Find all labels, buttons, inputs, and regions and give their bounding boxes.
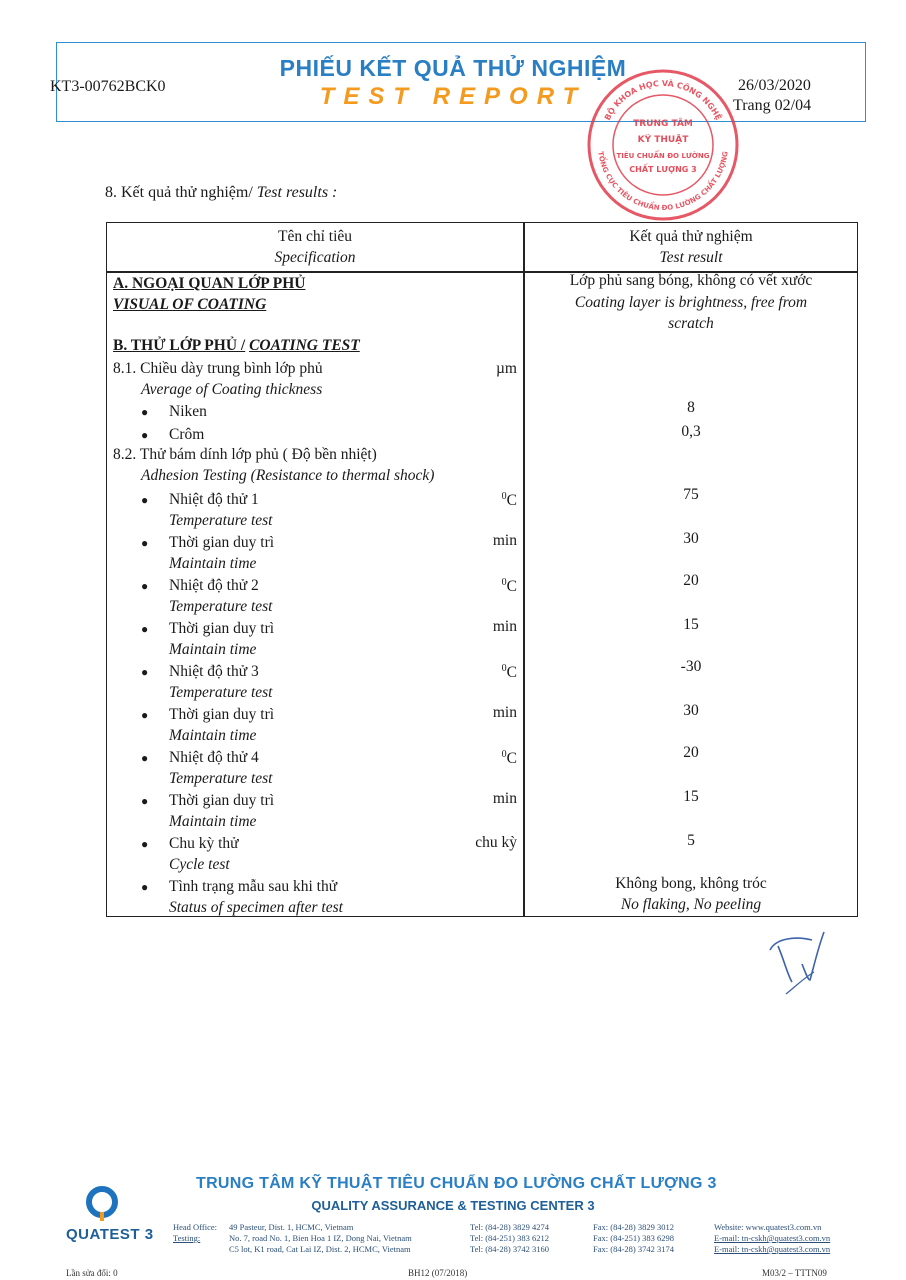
time1-value: 30 — [683, 530, 699, 547]
crom-label: Crôm — [169, 426, 205, 443]
section-b-title-en: COATING TEST — [249, 337, 360, 354]
address-lines: 49 Pasteur, Dist. 1, HCMC, Vietnam No. 7, road No. 1, Bien Hoa 1 IZ, Dong Nai, Vietnam C5 lot, K1 road, Cat Lai IZ, Dist. 2, HCMC, Vietnam — [229, 1222, 412, 1254]
temp1-label: Nhiệt độ thử 1 — [169, 491, 259, 508]
temp2-unit: $^0$C — [501, 577, 517, 596]
col2-header-en: Test result — [659, 249, 723, 266]
bullet-icon: ● — [141, 708, 149, 722]
temp1-value: 75 — [683, 486, 699, 503]
temp2-value: 20 — [683, 572, 699, 589]
form-code: BH12 (07/2018) — [408, 1268, 468, 1278]
temp3-value: -30 — [680, 658, 702, 675]
bullet-icon: ● — [141, 665, 149, 679]
time2-label-en: Maintain time — [169, 641, 257, 658]
web-email-lines: Website: www.quatest3.com.vn E-mail: tn-cskh@quatest3.com.vn E-mail: tn-cskh@quatest3.com.vn — [714, 1222, 831, 1254]
temp4-value: 20 — [683, 744, 699, 761]
time1-unit: min — [492, 532, 517, 549]
document-code: KT3-00762BCK0 — [50, 78, 166, 95]
title-vietnamese: PHIẾU KẾT QUẢ THỬ NGHIỆM — [279, 55, 627, 81]
time4-label: Thời gian duy trì — [169, 792, 275, 809]
temp3-unit: $^0$C — [501, 663, 517, 682]
temp2-label-en: Temperature test — [169, 598, 273, 615]
revision-note: Lần sửa đổi: 0 — [66, 1268, 118, 1278]
temp1-unit: $^0$C — [501, 491, 517, 510]
temp4-label: Nhiệt độ thử 4 — [169, 749, 259, 766]
time3-label-en: Maintain time — [169, 727, 257, 744]
status-value-vi: Không bong, không tróc — [615, 875, 767, 892]
section-b-title — [113, 336, 360, 356]
address-labels: Head Office: Testing: — [173, 1222, 217, 1243]
section-a-title-vi: A. NGOẠI QUAN LỚP PHỦ — [113, 275, 306, 292]
bullet-icon: ● — [141, 536, 149, 550]
section-a-title-en: VISUAL OF COATING — [113, 296, 267, 313]
row-8-2-vi: 8.2. Thử bám dính lớp phủ ( Độ bền nhiệt) — [113, 446, 377, 463]
temp4-label-en: Temperature test — [169, 770, 273, 787]
time4-label-en: Maintain time — [169, 813, 257, 830]
bullet-icon: ● — [141, 622, 149, 636]
time4-unit: min — [492, 790, 517, 807]
section-a-result-en-1: Coating layer is brightness, free from — [574, 294, 808, 311]
cycle-unit: chu kỳ — [475, 834, 517, 851]
stamp-ring-bottom: TỔNG CỤC TIÊU CHUẨN ĐO LƯỜNG CHẤT LƯỢNG — [596, 150, 730, 213]
bullet-icon: ● — [141, 428, 149, 442]
niken-label: Niken — [169, 403, 207, 420]
stamp-line-3: TIÊU CHUẨN ĐO LƯỜNG — [616, 152, 710, 160]
title-english: TEST REPORT — [319, 83, 587, 110]
temp1-label-en: Temperature test — [169, 512, 273, 529]
time4-value: 15 — [683, 788, 699, 805]
bullet-icon: ● — [141, 751, 149, 765]
row-8-2-en: Adhesion Testing (Resistance to thermal shock) — [141, 467, 435, 484]
section-a-result-en-2: scratch — [668, 315, 714, 332]
status-value-en: No flaking, No peeling — [620, 896, 762, 913]
section-a-result-vi: Lớp phủ sang bóng, không có vết xước — [569, 272, 813, 289]
official-stamp — [584, 66, 742, 224]
crom-value: 0,3 — [681, 423, 701, 440]
time3-value: 30 — [683, 702, 699, 719]
bullet-icon: ● — [141, 493, 149, 507]
temp3-label-en: Temperature test — [169, 684, 273, 701]
section-heading-en: Test results : — [256, 184, 338, 201]
time3-label: Thời gian duy trì — [169, 706, 275, 723]
bullet-icon: ● — [141, 405, 149, 419]
center-name-en: QUALITY ASSURANCE & TESTING CENTER 3 — [311, 1198, 595, 1213]
time3-unit: min — [492, 704, 517, 721]
bullet-icon: ● — [141, 880, 149, 894]
stamp-line-4: CHẤT LƯỢNG 3 — [629, 165, 697, 174]
status-label: Tình trạng mẫu sau khi thử — [169, 878, 338, 895]
bullet-icon: ● — [141, 579, 149, 593]
temp4-unit: $^0$C — [501, 749, 517, 768]
handwritten-initials — [762, 920, 842, 1000]
section-b-title-vi: B. THỬ LỚP PHỦ / — [113, 337, 246, 354]
cycle-value: 5 — [687, 832, 695, 849]
quatest-logo-text: QUATEST 3 — [66, 1226, 154, 1243]
col1-header-en: Specification — [274, 249, 356, 266]
time1-label: Thời gian duy trì — [169, 534, 275, 551]
col2-header-vi: Kết quả thử nghiệm — [629, 228, 753, 245]
section-heading — [105, 184, 337, 202]
cycle-label: Chu kỳ thử — [169, 835, 239, 852]
stamp-ring-top: BỘ KHOA HỌC VÀ CÔNG NGHỆ — [602, 78, 724, 122]
form-reference: M03/2 – TTTN09 — [762, 1268, 827, 1278]
niken-value: 8 — [687, 399, 695, 416]
time2-label: Thời gian duy trì — [169, 620, 275, 637]
cycle-label-en: Cycle test — [169, 856, 230, 873]
row-8-1-vi: 8.1. Chiều dày trung bình lớp phủ — [113, 360, 323, 377]
page-number: Trang 02/04 — [733, 97, 812, 114]
temp2-label: Nhiệt độ thử 2 — [169, 577, 259, 594]
bullet-icon: ● — [141, 794, 149, 808]
fax-lines: Fax: (84-28) 3829 3012 Fax: (84-251) 383 6298 Fax: (84-28) 3742 3174 — [593, 1222, 674, 1254]
report-date: 26/03/2020 — [738, 77, 811, 94]
status-label-en: Status of specimen after test — [169, 899, 343, 916]
time2-value: 15 — [683, 616, 699, 633]
row-8-1-en: Average of Coating thickness — [141, 381, 323, 398]
center-name-vi: TRUNG TÂM KỸ THUẬT TIÊU CHUẨN ĐO LƯỜNG CHẤT LƯỢNG 3 — [196, 1175, 717, 1192]
time1-label-en: Maintain time — [169, 555, 257, 572]
stamp-line-2: KỸ THUẬT — [637, 135, 689, 145]
bullet-icon: ● — [141, 837, 149, 851]
col1-header-vi: Tên chỉ tiêu — [277, 228, 353, 245]
results-table — [106, 222, 858, 917]
stamp-line-1: TRUNG TÂM — [633, 119, 693, 129]
row-8-1-unit: µm — [496, 360, 517, 377]
telephone-lines: Tel: (84-28) 3829 4274 Tel: (84-251) 383 6212 Tel: (84-28) 3742 3160 — [470, 1222, 549, 1254]
time2-unit: min — [492, 618, 517, 635]
section-heading-vi: 8. Kết quả thử nghiệm/ — [105, 184, 253, 201]
temp3-label: Nhiệt độ thử 3 — [169, 663, 259, 680]
